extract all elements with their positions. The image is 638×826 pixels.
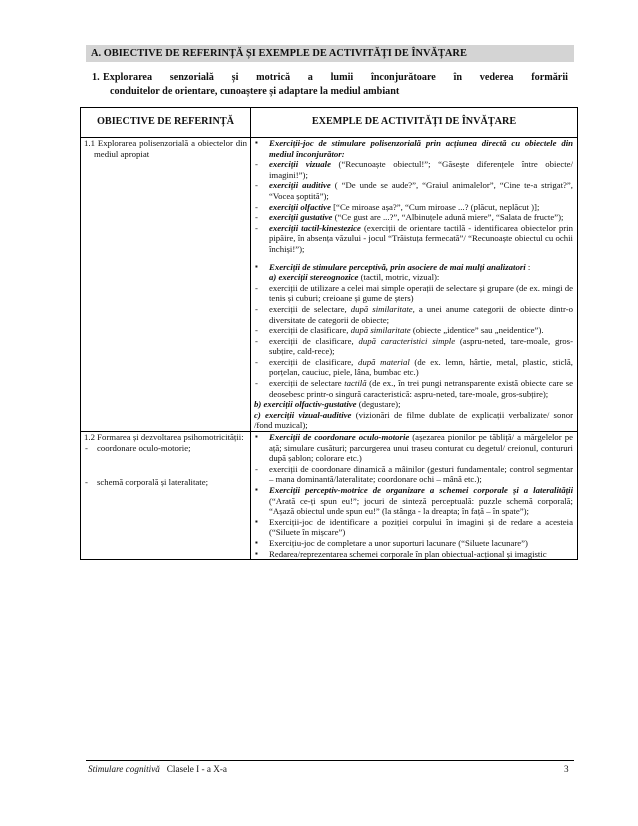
list-item: ▪ Exercițiu-joc de completare a unor suporturi lacunare (“Siluete lacunare”) (255, 537, 528, 548)
list-item: ▪ Exerciții perceptiv-motrice de organizare a schemei corporale și a lateralității (“Arată ce-ți spun eu!”; jocuri de sinteză perceptuală: puzzle schemă corporală; “Așază obiectul unde spun eu!” (la stânga - la dreapta; în față – în spate”); (255, 485, 573, 517)
subheading-line-2: conduitelor de orientare, cunoaștere și adaptare la mediul ambiant (110, 85, 400, 97)
dash-icon: - (255, 303, 258, 314)
bullet-icon: ▪ (255, 485, 258, 494)
list-item: - exerciții de selectare, după similaritate, a unei anume categorii de obiecte dintr-o diversitate de categorii de obiecte; (255, 303, 573, 325)
footer-classes: Clasele I - a X-a (166, 764, 227, 774)
objective-1-1: 1.1 Explorarea polisenzorială a obiectelor din mediul apropiat (84, 138, 247, 159)
list-item: - exerciții de clasificare, după material (de ex. lemn, hârtie, metal, plastic, sticlă, porțelan, cauciuc, piele, lâna, bumbac etc.) (255, 356, 573, 378)
list-item: ▪ Exerciții-joc de identificare a poziției corpului în imagini și de redare a acesteia (“Siluete în mișcare”) (255, 516, 573, 538)
list-item: - exerciții vizuale (“Recunoaște obiectul!”; “Găsește diferențele între obiecte/ imagini!”); (255, 159, 573, 180)
dash-icon: - (255, 212, 258, 223)
subheading (92, 71, 568, 98)
list-item: - exerciții auditive ( “De unde se aude?”, “Graiul animalelor”, “Cine te-a strigat?”, “Vocea șoptită”); (255, 180, 573, 201)
list-item: - exerciții de selectare tactilă (de ex., în trei pungi netransparente există obiecte care se deosebesc printr-o singură caracteristică: aspru-neted, tare-moale, gros-subțire); (255, 378, 573, 399)
table-row (81, 138, 578, 432)
list-item: ▪ Exerciții de stimulare perceptivă, prin asociere de mai mulți analizatori : (255, 261, 531, 272)
list-item: - exerciții de clasificare, după caracteristici simple (aspru-neted, tare-moale, gros-subțire, cald-rece); (255, 335, 573, 357)
bullet-icon: ▪ (255, 516, 258, 526)
dash-icon: - (255, 356, 258, 367)
page-number: 3 (564, 764, 569, 774)
activities-cell (251, 432, 578, 560)
header-activities: EXEMPLE DE ACTIVITĂȚI DE ÎNVĂȚARE (251, 108, 578, 138)
header-objectives: OBIECTIVE DE REFERINȚĂ (81, 108, 251, 138)
list-item: c) exerciții vizual-auditive (vizionări de filme dublate de explicații verbalizate/ sonor /fond muzical); (254, 409, 573, 431)
list-item: - exerciții de clasificare, după similaritate (obiecte „identice” sau „neidentice”). (255, 325, 544, 336)
objective-cell (81, 138, 251, 432)
bullet-icon: ▪ (255, 537, 258, 547)
list-item: ▪ Redarea/reprezentarea schemei corporale în plan obiectual-acțional și imagistic (255, 548, 547, 559)
objective-cell (81, 432, 251, 560)
list-item: - exerciții gustative (“Ce gust are ...?”, “Albinuțele adună miere”, “Salata de fructe”); (255, 212, 564, 223)
objective-1-2-b: - schemă corporală și lateralitate; (85, 477, 209, 488)
objective-1-2: 1.2 Formarea și dezvoltarea psihomotricității: (84, 432, 244, 443)
footer-subject: Stimulare cognitivă (88, 764, 160, 774)
list-item: - exerciții de utilizare a celei mai simple operații de selectare și grupare (de ex. mingi de tenis și cuburi; creioane și gume de șters) (255, 282, 573, 304)
subheading-line-1: Explorarea senzorială și motrică a lumii înconjurătoare în vederea formării (103, 72, 568, 83)
list-item: ▪ Exerciții de coordonare oculo-motorie (așezarea pionilor pe tăbliță/ a mărgelelor pe ață; simulare cusături; parcurgerea unui traseu conturat cu degetul/ creionul, contururi după șablon; colorare etc.) (255, 432, 573, 464)
list-item: ▪ Exerciții-joc de stimulare polisenzorială prin acțiunea directă cu obiectele din mediul înconjurător: (255, 138, 573, 159)
table-header-row (81, 108, 578, 138)
dash-icon: - (255, 201, 258, 212)
footer-title (88, 764, 227, 774)
objective-1-2-a: - coordonare oculo-motorie; (85, 442, 191, 453)
table-row (81, 432, 578, 560)
objectives-table (80, 107, 578, 560)
dash-icon: - (85, 477, 88, 488)
dash-icon: - (255, 463, 258, 474)
dash-icon: - (85, 442, 88, 453)
bullet-icon: ▪ (255, 548, 258, 558)
dash-icon: - (255, 325, 258, 336)
list-item: - exerciții tactil-kinestezice (exerciții de orientare tactilă - identificarea obiectelor prin pipăire, în absența văzului - jocul “Trăistuța fermecată”/ “Recunoaște obiectul cu ochii închiși!”); (255, 222, 573, 254)
list-item: - exerciții de coordonare dinamică a mâinilor (gesturi fundamentale; control segmentar – mana dominantă/lateralitate; coordonare ochi – mână etc.); (255, 463, 573, 485)
bullet-icon: ▪ (255, 261, 258, 271)
list-item: - exerciții olfactive [“Ce miroase așa?”, “Cum miroase ...? (plăcut, neplăcut )]; (255, 201, 540, 212)
dash-icon: - (255, 159, 258, 170)
activities-cell (251, 138, 578, 432)
section-title: A. OBIECTIVE DE REFERINȚĂ ȘI EXEMPLE DE ACTIVITĂȚI DE ÎNVĂȚARE (86, 45, 574, 62)
footer-divider (86, 760, 574, 761)
dash-icon: - (255, 378, 258, 389)
dash-icon: - (255, 282, 258, 293)
subheading-number: 1. (92, 72, 100, 83)
dash-icon: - (255, 222, 258, 233)
dash-icon: - (255, 180, 258, 191)
bullet-icon: ▪ (255, 432, 258, 442)
dash-icon: - (255, 335, 258, 346)
list-item: b) exerciții olfactiv-gustative (degustare); (254, 399, 401, 410)
bullet-icon: ▪ (255, 138, 258, 147)
list-item: a) exerciții stereognozice (tactil, motric, vizual): (269, 272, 440, 283)
